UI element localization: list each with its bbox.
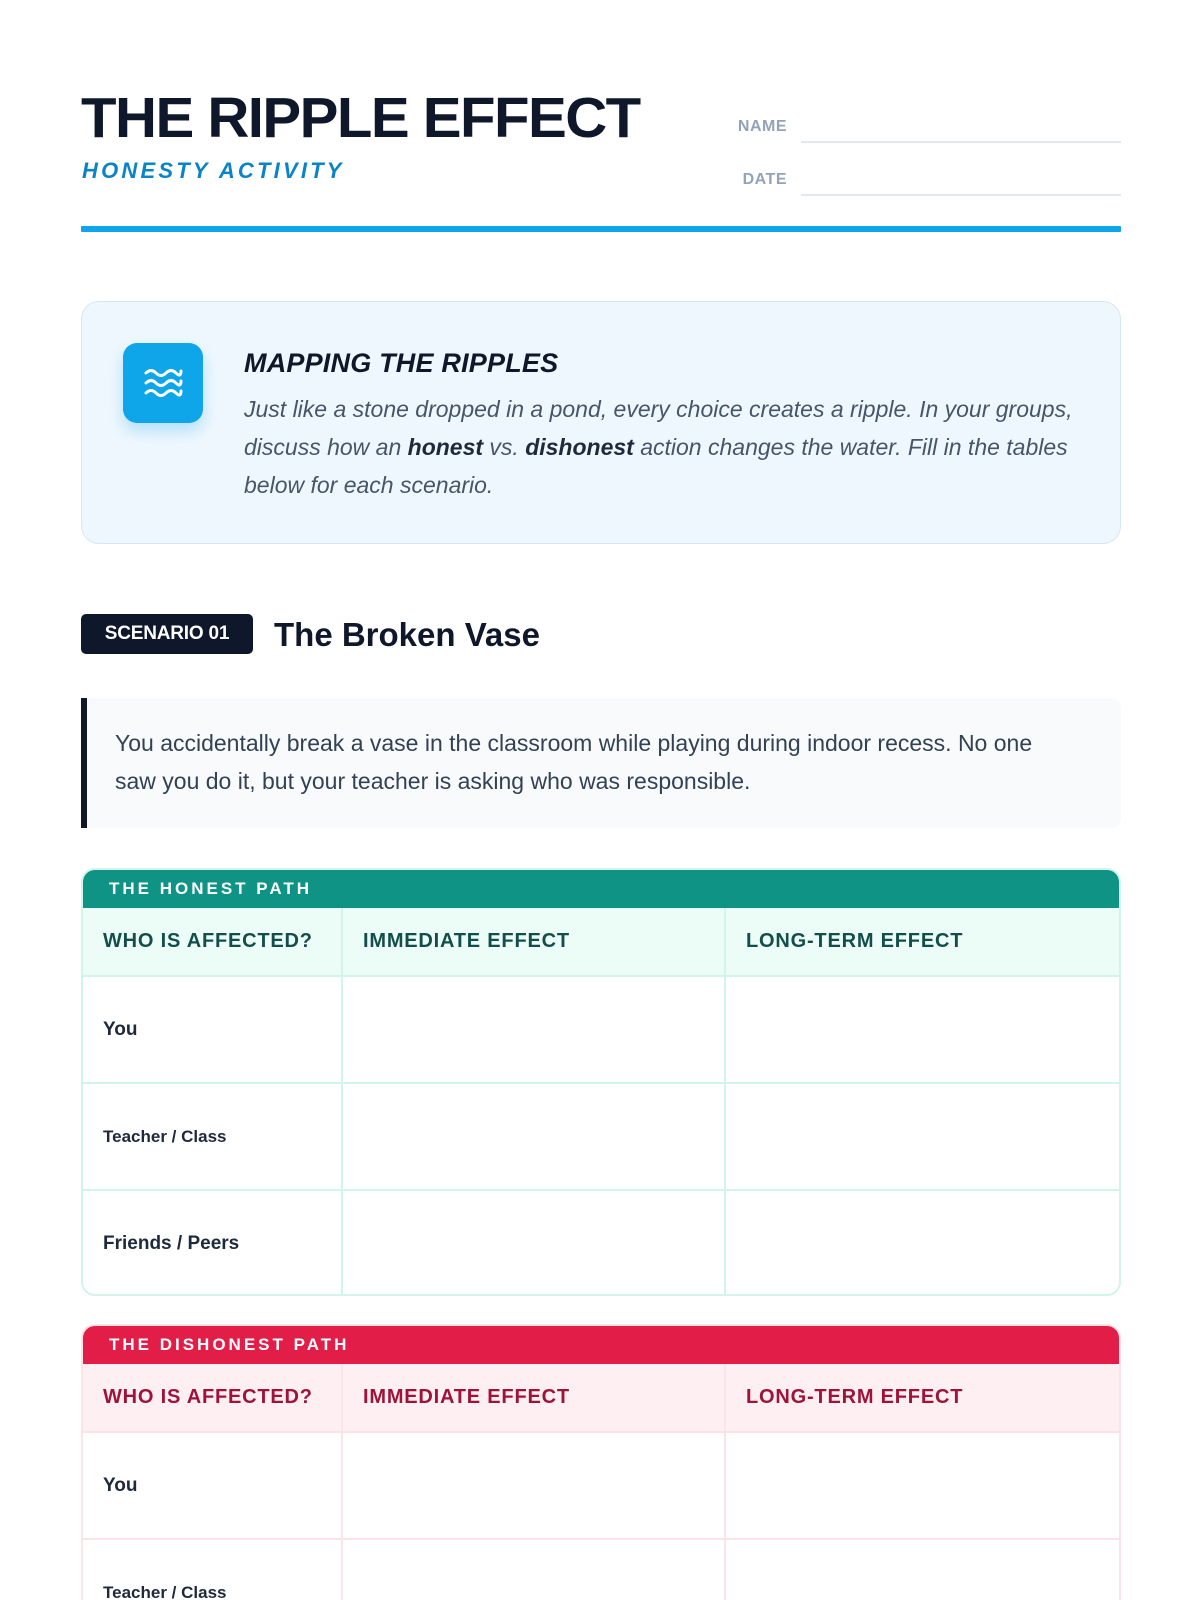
row-label: You	[103, 1474, 138, 1496]
long-term-effect-cell[interactable]	[725, 1190, 1119, 1296]
long-term-effect-cell[interactable]	[725, 1432, 1119, 1539]
date-label: DATE	[742, 171, 787, 188]
long-term-effect-cell[interactable]	[725, 976, 1119, 1083]
long-term-effect-cell[interactable]	[725, 1539, 1119, 1600]
row-label: You	[103, 1018, 138, 1040]
row-label: Teacher / Class	[83, 1539, 342, 1600]
immediate-effect-cell[interactable]	[342, 1432, 725, 1539]
name-label: NAME	[737, 118, 787, 135]
immediate-effect-cell[interactable]	[342, 1190, 725, 1296]
immediate-effect-cell[interactable]	[342, 976, 725, 1083]
column-header-who: WHO IS AFFECTED?	[83, 908, 342, 976]
column-header-immediate: IMMEDIATE EFFECT	[342, 1364, 725, 1432]
column-header-immediate: IMMEDIATE EFFECT	[342, 908, 725, 976]
long-term-effect-cell[interactable]	[725, 1083, 1119, 1190]
immediate-effect-cell[interactable]	[342, 1083, 725, 1190]
table-row	[83, 1539, 1119, 1600]
waves-icon	[123, 343, 203, 423]
honest-path-table	[81, 868, 1121, 1296]
scenario-badge: SCENARIO 01	[81, 614, 253, 654]
callout-title: MAPPING THE RIPPLES	[244, 348, 559, 378]
honest-path-heading: THE HONEST PATH	[83, 870, 1119, 908]
row-label: Friends / Peers	[83, 1190, 342, 1296]
column-header-who: WHO IS AFFECTED?	[83, 1364, 342, 1432]
name-input-line[interactable]	[801, 141, 1121, 143]
dishonest-path-table	[81, 1324, 1121, 1600]
worksheet-header	[81, 86, 1121, 234]
column-header-long-term: LONG-TERM EFFECT	[725, 908, 1119, 976]
date-input-line[interactable]	[801, 194, 1121, 196]
page-title: THE RIPPLE EFFECT	[81, 86, 640, 150]
scenario-description: You accidentally break a vase in the classroom while playing during indoor recess. No one saw you do it, but your teacher is asking who was responsible.	[81, 698, 1121, 828]
scenario-title: The Broken Vase	[274, 616, 540, 653]
row-label: Teacher / Class	[83, 1083, 342, 1190]
dishonest-path-heading: THE DISHONEST PATH	[83, 1326, 1119, 1364]
table-row	[83, 1190, 1119, 1296]
date-field[interactable]	[734, 159, 1121, 199]
table-row	[83, 1432, 1119, 1539]
header-divider	[81, 226, 1121, 232]
callout-body: Just like a stone dropped in a pond, every choice creates a ripple. In your groups, discuss how an honest vs. dishonest action changes the water. Fill in the tables below for each scenario.	[244, 396, 1073, 498]
name-field[interactable]	[734, 106, 1121, 146]
page-subtitle: HONESTY ACTIVITY	[82, 158, 345, 183]
table-row	[83, 976, 1119, 1083]
immediate-effect-cell[interactable]	[342, 1539, 725, 1600]
table-row	[83, 1083, 1119, 1190]
column-header-long-term: LONG-TERM EFFECT	[725, 1364, 1119, 1432]
instructions-callout	[81, 301, 1121, 544]
